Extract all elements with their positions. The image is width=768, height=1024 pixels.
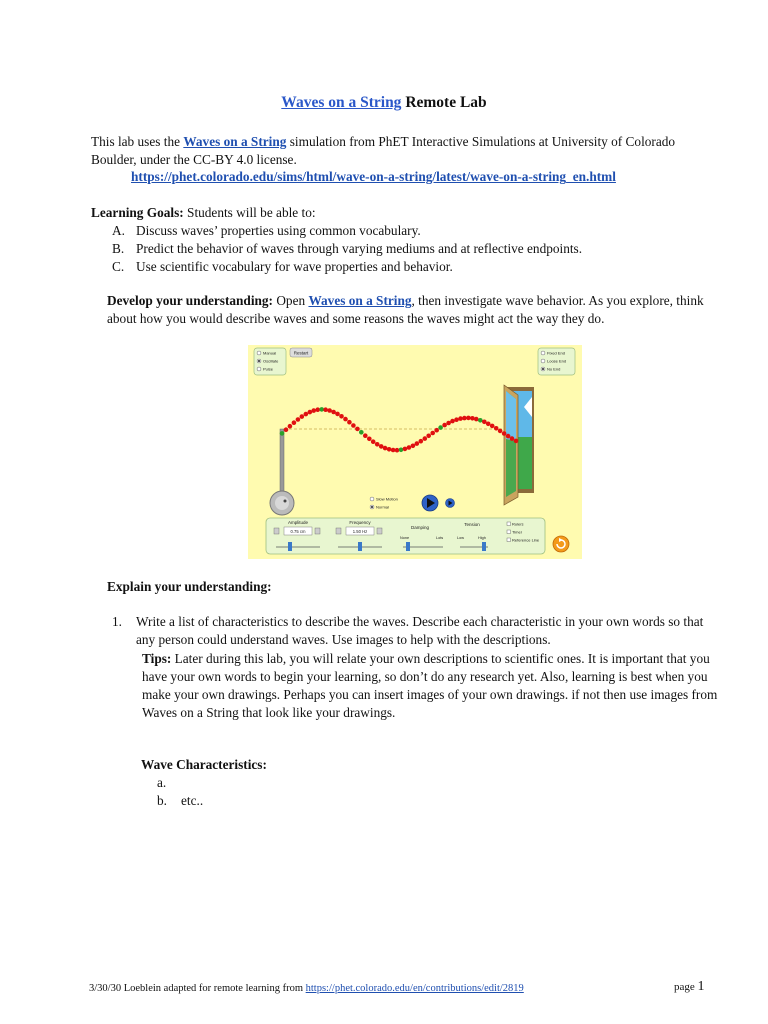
string-bead — [383, 446, 388, 451]
string-bead — [359, 430, 364, 435]
tension-slider-thumb[interactable] — [482, 542, 486, 551]
normal-label: Normal — [376, 504, 389, 510]
rulers-label: Rulers — [512, 521, 524, 527]
string-bead — [486, 422, 491, 427]
string-bead — [470, 416, 475, 421]
string-bead — [311, 408, 316, 413]
radio-loose-end[interactable] — [541, 359, 545, 363]
string-bead — [514, 439, 519, 444]
string-bead — [343, 417, 348, 422]
damping-slider-thumb[interactable] — [406, 542, 410, 551]
string-bead — [426, 434, 431, 439]
tips-label: Tips: — [142, 651, 172, 666]
string-bead — [423, 436, 428, 441]
amplitude-label: Amplitude — [287, 520, 309, 525]
goal-text: Discuss waves’ properties using common vocabulary. — [136, 223, 421, 238]
fixed-end-label: Fixed End — [547, 350, 566, 356]
string-bead — [335, 412, 340, 417]
page-footer — [89, 980, 709, 998]
amplitude-decrease-button[interactable] — [274, 528, 279, 534]
string-bead — [331, 410, 336, 415]
learning-goals-text: Students will be able to: — [183, 205, 316, 220]
rulers-checkbox[interactable] — [507, 522, 511, 526]
goal-text: Use scientific vocabulary for wave properties and behavior. — [136, 259, 453, 274]
string-bead — [411, 444, 416, 449]
develop-paragraph — [107, 292, 707, 328]
string-bead — [296, 417, 301, 422]
string-bead — [434, 428, 439, 433]
string-bead — [375, 442, 380, 447]
string-bead — [454, 417, 459, 422]
tension-label: Tension — [464, 522, 480, 527]
string-bead — [490, 424, 495, 429]
string-bead — [407, 445, 412, 450]
footer-link[interactable]: https://phet.colorado.edu/en/contributions/edit/2819 — [305, 983, 524, 994]
intro-sim-link[interactable]: Waves on a String — [183, 134, 287, 149]
string-bead — [351, 423, 356, 428]
string-bead — [466, 416, 471, 421]
string-bead — [387, 447, 392, 452]
damping-label: Damping — [410, 525, 430, 530]
wave-characteristics-heading: Wave Characteristics: — [141, 757, 267, 772]
damping-low-label: None — [400, 536, 410, 540]
page-label: page — [674, 981, 695, 993]
list-marker: a. — [157, 775, 167, 790]
string-bead — [462, 416, 467, 421]
mode-pulse-label: Pulse — [263, 366, 274, 372]
string-bead — [319, 407, 324, 412]
slow-motion-label: Slow Motion — [376, 496, 398, 502]
string-bead — [363, 433, 368, 438]
string-bead — [478, 418, 483, 423]
question-text: Write a list of characteristics to describe the waves. Describe each characteristic in your own words so that any person could understand waves. Use images to help with the descriptions. — [136, 614, 704, 647]
no-end-label: No End — [547, 366, 561, 372]
radio-pulse[interactable] — [257, 367, 261, 371]
restart-label: Restart — [293, 350, 309, 356]
string-bead — [506, 434, 511, 439]
string-bead — [438, 425, 443, 430]
learning-goals-list — [91, 222, 711, 276]
list-item — [157, 792, 203, 810]
intro-pre: This lab uses the — [91, 134, 184, 149]
radio-fixed-end[interactable] — [541, 351, 545, 355]
restart-button[interactable] — [290, 348, 312, 357]
string-bead — [415, 441, 420, 446]
loose-end-label: Loose End — [547, 358, 567, 364]
intro-post: simulation from PhET Interactive Simulations at University of Colorado Boulder, under the CC-BY 4.0 license. — [91, 134, 676, 167]
radio-slow-motion[interactable] — [370, 497, 374, 501]
control-panel — [266, 518, 545, 554]
learning-goals — [91, 204, 711, 276]
string-bead — [474, 417, 479, 422]
develop-pre: Open — [273, 293, 309, 308]
play-button[interactable] — [422, 495, 438, 511]
mode-manual-label: Manual — [263, 350, 277, 356]
string-bead — [347, 420, 352, 425]
frequency-increase-button[interactable] — [377, 528, 382, 534]
mode-panel — [254, 348, 286, 375]
string-bead — [371, 439, 376, 444]
page-title — [0, 94, 768, 112]
string-bead — [292, 420, 297, 425]
open-window-icon — [504, 385, 534, 505]
string-bead — [323, 407, 328, 412]
step-button[interactable] — [446, 499, 455, 508]
string-bead — [442, 423, 447, 428]
question-number: 1. — [112, 614, 122, 629]
list-marker: b. — [157, 793, 167, 808]
string-bead — [355, 427, 360, 432]
string-bead — [339, 414, 344, 419]
develop-label: Develop your understanding: — [107, 293, 273, 308]
end-panel — [538, 348, 575, 375]
amplitude-slider-thumb[interactable] — [288, 542, 292, 551]
string-bead — [450, 419, 455, 424]
string-bead — [494, 426, 499, 431]
tips-text: Later during this lab, you will relate your own descriptions to scientific ones. It is important that you have your own words to begin your learning, so don’t do any research yet. Also, learning is best when you make your own drawings. Perhaps you can insert images of your own drawings. if not then use images from Waves on a String that look like your drawings. — [142, 651, 718, 720]
string-bead — [419, 439, 424, 444]
list-item — [91, 240, 711, 258]
string-bead — [300, 414, 305, 419]
develop-post: , then investigate wave behavior. As you explore, think about how you would describe waves and some reasons the waves might act the way they do. — [107, 293, 704, 326]
simulation-screenshot — [248, 345, 582, 559]
frequency-decrease-button[interactable] — [336, 528, 341, 534]
reset-all-icon[interactable] — [553, 536, 569, 552]
tension-low-label: Low — [457, 536, 464, 540]
goal-text: Predict the behavior of waves through varying mediums and at reflective endpoints. — [136, 241, 583, 256]
wave-characteristics-list — [157, 774, 203, 810]
string-bead — [446, 421, 451, 426]
explain-heading: Explain your understanding: — [107, 579, 272, 594]
footer-text: 3/30/30 Loeblein adapted for remote learning from — [89, 983, 306, 994]
string-bead — [280, 431, 285, 436]
string-bead — [315, 407, 320, 412]
string-bead — [482, 420, 487, 425]
title-link[interactable]: Waves on a String — [281, 94, 402, 111]
page-number-value: 1 — [697, 979, 705, 994]
title-suffix: Remote Lab — [401, 94, 487, 111]
tips-paragraph — [142, 650, 718, 722]
frequency-slider-thumb[interactable] — [358, 542, 362, 551]
string-bead — [288, 424, 293, 429]
sim-url-link[interactable]: https://phet.colorado.edu/sims/html/wave-on-a-string/latest/wave-on-a-string_en.html — [131, 169, 616, 184]
string-bead — [304, 412, 309, 417]
string-bead — [430, 431, 435, 436]
intro-paragraph — [91, 133, 711, 169]
string-bead — [284, 427, 289, 432]
string-bead — [367, 437, 372, 442]
amplitude-increase-button[interactable] — [315, 528, 320, 534]
timer-checkbox[interactable] — [507, 530, 511, 534]
reference-line-checkbox[interactable] — [507, 538, 511, 542]
string-bead — [395, 448, 400, 453]
tension-high-label: High — [478, 536, 486, 540]
string-bead — [510, 436, 515, 441]
sim-url-line — [131, 168, 616, 186]
frequency-label: Frequency — [349, 520, 371, 525]
mode-oscillate-label: Oscillate — [263, 358, 279, 364]
string-bead — [399, 448, 404, 453]
list-marker: A. — [112, 223, 125, 238]
damping-high-label: Lots — [436, 536, 444, 540]
timer-label: Timer — [512, 529, 523, 535]
string-bead — [498, 429, 503, 434]
reference-line-label: Reference Line — [512, 537, 540, 543]
page-number — [674, 978, 705, 996]
develop-sim-link[interactable]: Waves on a String — [308, 293, 412, 308]
learning-goals-label: Learning Goals: — [91, 205, 184, 220]
amplitude-value: 0.75 cm — [290, 529, 306, 534]
list-marker: C. — [112, 259, 125, 274]
string-bead — [458, 416, 463, 421]
list-item — [91, 258, 711, 276]
frequency-value: 1.50 Hz — [352, 529, 368, 534]
list-item — [157, 774, 203, 792]
list-item-text[interactable]: etc.. — [181, 793, 204, 808]
list-item — [91, 222, 711, 240]
list-marker: B. — [112, 241, 125, 256]
string-bead — [403, 447, 408, 452]
string-bead — [502, 431, 507, 436]
string-bead — [327, 408, 332, 413]
radio-manual[interactable] — [257, 351, 261, 355]
